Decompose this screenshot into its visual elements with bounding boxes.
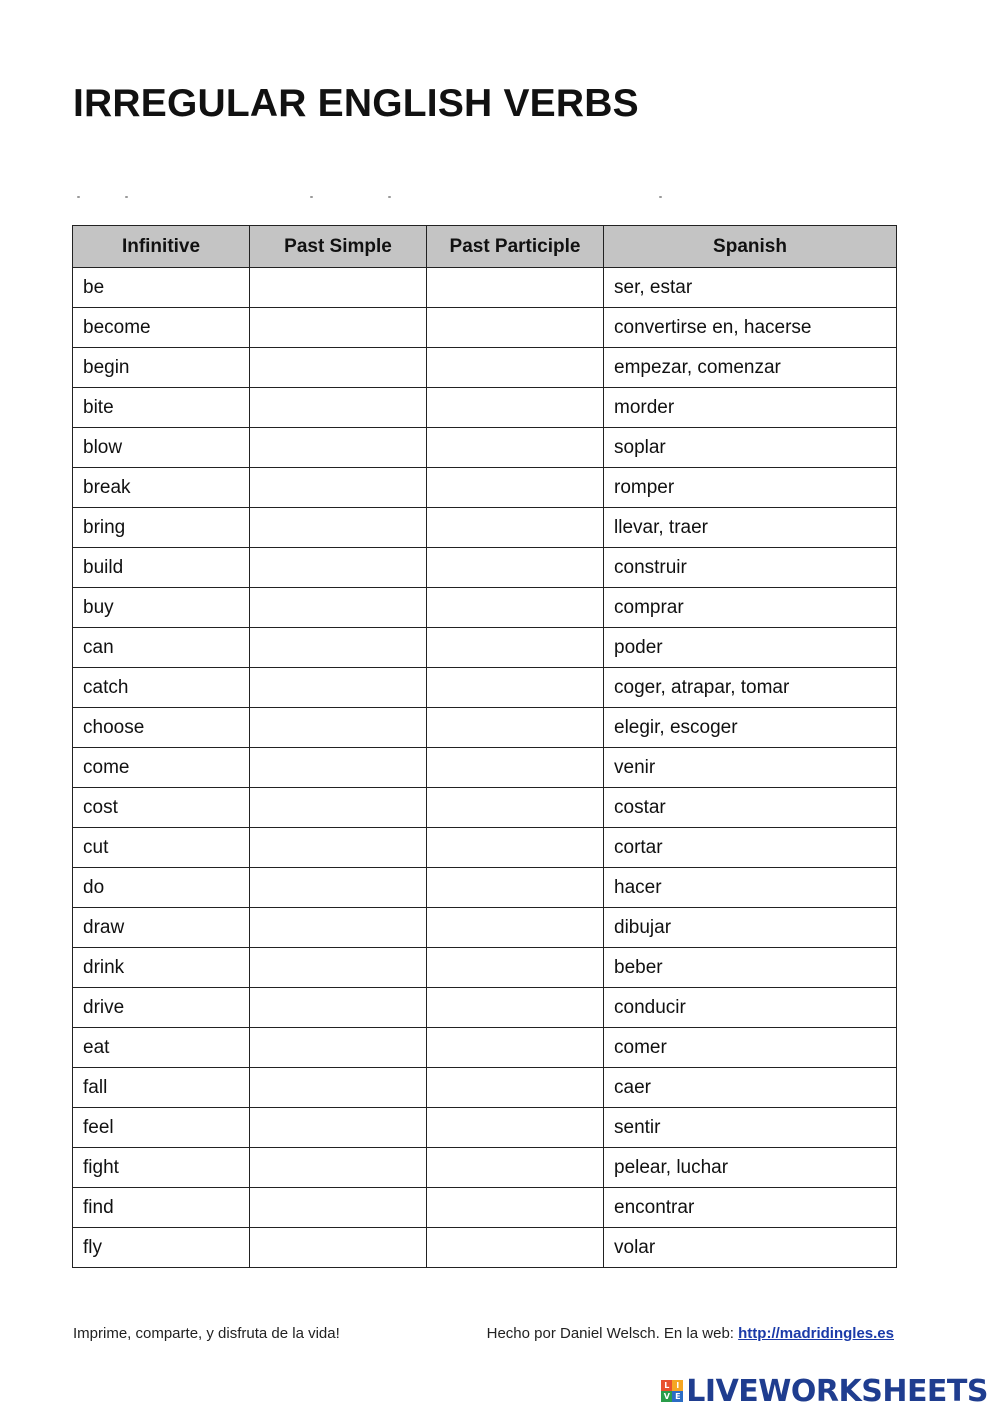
- table-row: [73, 308, 897, 348]
- website-link[interactable]: http://madridingles.es: [738, 1325, 894, 1342]
- past-participle-answer-cell[interactable]: [427, 988, 604, 1028]
- infinitive-cell: fight: [73, 1148, 250, 1188]
- table-row: [73, 748, 897, 788]
- header-past-simple: Past Simple: [250, 226, 427, 268]
- infinitive-cell: come: [73, 748, 250, 788]
- infinitive-cell: feel: [73, 1108, 250, 1148]
- spanish-cell: venir: [604, 748, 897, 788]
- past-simple-answer-cell[interactable]: [250, 868, 427, 908]
- past-participle-answer-cell[interactable]: [427, 948, 604, 988]
- past-simple-answer-cell[interactable]: [250, 1228, 427, 1268]
- table-row: [73, 988, 897, 1028]
- verbs-table-body: [73, 268, 897, 1268]
- spanish-cell: romper: [604, 468, 897, 508]
- past-simple-answer-cell[interactable]: [250, 828, 427, 868]
- past-participle-answer-cell[interactable]: [427, 1108, 604, 1148]
- past-simple-answer-cell[interactable]: [250, 428, 427, 468]
- table-row: [73, 788, 897, 828]
- infinitive-cell: begin: [73, 348, 250, 388]
- past-participle-answer-cell[interactable]: [427, 268, 604, 308]
- footer-note: Imprime, comparte, y disfruta de la vida!: [73, 1325, 340, 1342]
- infinitive-cell: bring: [73, 508, 250, 548]
- past-participle-answer-cell[interactable]: [427, 548, 604, 588]
- past-simple-answer-cell[interactable]: [250, 388, 427, 428]
- infinitive-cell: drink: [73, 948, 250, 988]
- header-spanish: Spanish: [604, 226, 897, 268]
- header-infinitive: Infinitive: [73, 226, 250, 268]
- spanish-cell: cortar: [604, 828, 897, 868]
- table-row: [73, 1068, 897, 1108]
- infinitive-cell: cost: [73, 788, 250, 828]
- past-simple-answer-cell[interactable]: [250, 1068, 427, 1108]
- past-participle-answer-cell[interactable]: [427, 708, 604, 748]
- table-row: [73, 468, 897, 508]
- infinitive-cell: do: [73, 868, 250, 908]
- past-simple-answer-cell[interactable]: [250, 268, 427, 308]
- table-row: [73, 708, 897, 748]
- past-simple-answer-cell[interactable]: [250, 468, 427, 508]
- spanish-cell: coger, atrapar, tomar: [604, 668, 897, 708]
- past-participle-answer-cell[interactable]: [427, 668, 604, 708]
- table-row: [73, 1028, 897, 1068]
- table-row: [73, 1148, 897, 1188]
- spanish-cell: soplar: [604, 428, 897, 468]
- table-row: [73, 348, 897, 388]
- table-row: [73, 548, 897, 588]
- past-participle-answer-cell[interactable]: [427, 468, 604, 508]
- logo-tile: I: [672, 1380, 683, 1391]
- table-row: [73, 628, 897, 668]
- past-simple-answer-cell[interactable]: [250, 788, 427, 828]
- spanish-cell: poder: [604, 628, 897, 668]
- spanish-cell: costar: [604, 788, 897, 828]
- table-row: [73, 668, 897, 708]
- table-row: [73, 1188, 897, 1228]
- spanish-cell: pelear, luchar: [604, 1148, 897, 1188]
- spanish-cell: conducir: [604, 988, 897, 1028]
- spanish-cell: volar: [604, 1228, 897, 1268]
- past-participle-answer-cell[interactable]: [427, 428, 604, 468]
- spanish-cell: encontrar: [604, 1188, 897, 1228]
- infinitive-cell: fly: [73, 1228, 250, 1268]
- spanish-cell: empezar, comenzar: [604, 348, 897, 388]
- spanish-cell: elegir, escoger: [604, 708, 897, 748]
- spanish-cell: beber: [604, 948, 897, 988]
- past-simple-answer-cell[interactable]: [250, 588, 427, 628]
- past-participle-answer-cell[interactable]: [427, 628, 604, 668]
- logo-tile: E: [672, 1391, 683, 1402]
- infinitive-cell: eat: [73, 1028, 250, 1068]
- liveworksheets-logo-text: LIVEWORKSHEETS: [686, 1373, 988, 1409]
- table-row: [73, 1228, 897, 1268]
- past-simple-answer-cell[interactable]: [250, 708, 427, 748]
- infinitive-cell: bite: [73, 388, 250, 428]
- table-row: [73, 388, 897, 428]
- infinitive-cell: break: [73, 468, 250, 508]
- past-simple-answer-cell[interactable]: [250, 988, 427, 1028]
- logo-tile: L: [661, 1380, 672, 1391]
- past-simple-answer-cell[interactable]: [250, 748, 427, 788]
- liveworksheets-logo-icon: [661, 1380, 683, 1402]
- infinitive-cell: buy: [73, 588, 250, 628]
- spanish-cell: comprar: [604, 588, 897, 628]
- liveworksheets-logo[interactable]: [661, 1373, 988, 1409]
- past-participle-answer-cell[interactable]: [427, 348, 604, 388]
- verbs-table: [72, 225, 897, 1268]
- past-participle-answer-cell[interactable]: [427, 868, 604, 908]
- table-row: [73, 828, 897, 868]
- spanish-cell: caer: [604, 1068, 897, 1108]
- table-row: [73, 428, 897, 468]
- past-simple-answer-cell[interactable]: [250, 1188, 427, 1228]
- table-row: [73, 1108, 897, 1148]
- past-participle-answer-cell[interactable]: [427, 388, 604, 428]
- footer-credit-text: Hecho por Daniel Welsch. En la web:: [486, 1325, 734, 1342]
- spanish-cell: dibujar: [604, 908, 897, 948]
- table-row: [73, 508, 897, 548]
- past-simple-answer-cell[interactable]: [250, 908, 427, 948]
- past-participle-answer-cell[interactable]: [427, 1188, 604, 1228]
- infinitive-cell: can: [73, 628, 250, 668]
- infinitive-cell: blow: [73, 428, 250, 468]
- past-simple-answer-cell[interactable]: [250, 508, 427, 548]
- past-simple-answer-cell[interactable]: [250, 548, 427, 588]
- past-participle-answer-cell[interactable]: [427, 788, 604, 828]
- past-participle-answer-cell[interactable]: [427, 1228, 604, 1268]
- header-past-participle: Past Participle: [427, 226, 604, 268]
- table-row: [73, 588, 897, 628]
- past-participle-answer-cell[interactable]: [427, 588, 604, 628]
- faded-instructions-line: [73, 196, 895, 198]
- infinitive-cell: choose: [73, 708, 250, 748]
- spanish-cell: convertirse en, hacerse: [604, 308, 897, 348]
- past-simple-answer-cell[interactable]: [250, 1108, 427, 1148]
- past-simple-answer-cell[interactable]: [250, 628, 427, 668]
- spanish-cell: morder: [604, 388, 897, 428]
- table-row: [73, 948, 897, 988]
- spanish-cell: llevar, traer: [604, 508, 897, 548]
- past-simple-answer-cell[interactable]: [250, 308, 427, 348]
- table-row: [73, 268, 897, 308]
- past-participle-answer-cell[interactable]: [427, 1148, 604, 1188]
- spanish-cell: construir: [604, 548, 897, 588]
- footer-credit: [487, 1325, 894, 1342]
- infinitive-cell: find: [73, 1188, 250, 1228]
- past-participle-answer-cell[interactable]: [427, 908, 604, 948]
- logo-tile: V: [661, 1391, 672, 1402]
- past-participle-answer-cell[interactable]: [427, 508, 604, 548]
- past-participle-answer-cell[interactable]: [427, 1068, 604, 1108]
- past-participle-answer-cell[interactable]: [427, 828, 604, 868]
- spanish-cell: hacer: [604, 868, 897, 908]
- infinitive-cell: catch: [73, 668, 250, 708]
- infinitive-cell: cut: [73, 828, 250, 868]
- table-row: [73, 908, 897, 948]
- past-simple-answer-cell[interactable]: [250, 948, 427, 988]
- past-simple-answer-cell[interactable]: [250, 1028, 427, 1068]
- infinitive-cell: fall: [73, 1068, 250, 1108]
- spanish-cell: ser, estar: [604, 268, 897, 308]
- table-header-row: [73, 226, 897, 268]
- past-participle-answer-cell[interactable]: [427, 308, 604, 348]
- spanish-cell: comer: [604, 1028, 897, 1068]
- infinitive-cell: draw: [73, 908, 250, 948]
- infinitive-cell: build: [73, 548, 250, 588]
- past-simple-answer-cell[interactable]: [250, 1148, 427, 1188]
- infinitive-cell: become: [73, 308, 250, 348]
- infinitive-cell: drive: [73, 988, 250, 1028]
- past-simple-answer-cell[interactable]: [250, 668, 427, 708]
- past-participle-answer-cell[interactable]: [427, 1028, 604, 1068]
- infinitive-cell: be: [73, 268, 250, 308]
- table-row: [73, 868, 897, 908]
- spanish-cell: sentir: [604, 1108, 897, 1148]
- past-simple-answer-cell[interactable]: [250, 348, 427, 388]
- page-title: IRREGULAR ENGLISH VERBS: [73, 82, 639, 125]
- past-participle-answer-cell[interactable]: [427, 748, 604, 788]
